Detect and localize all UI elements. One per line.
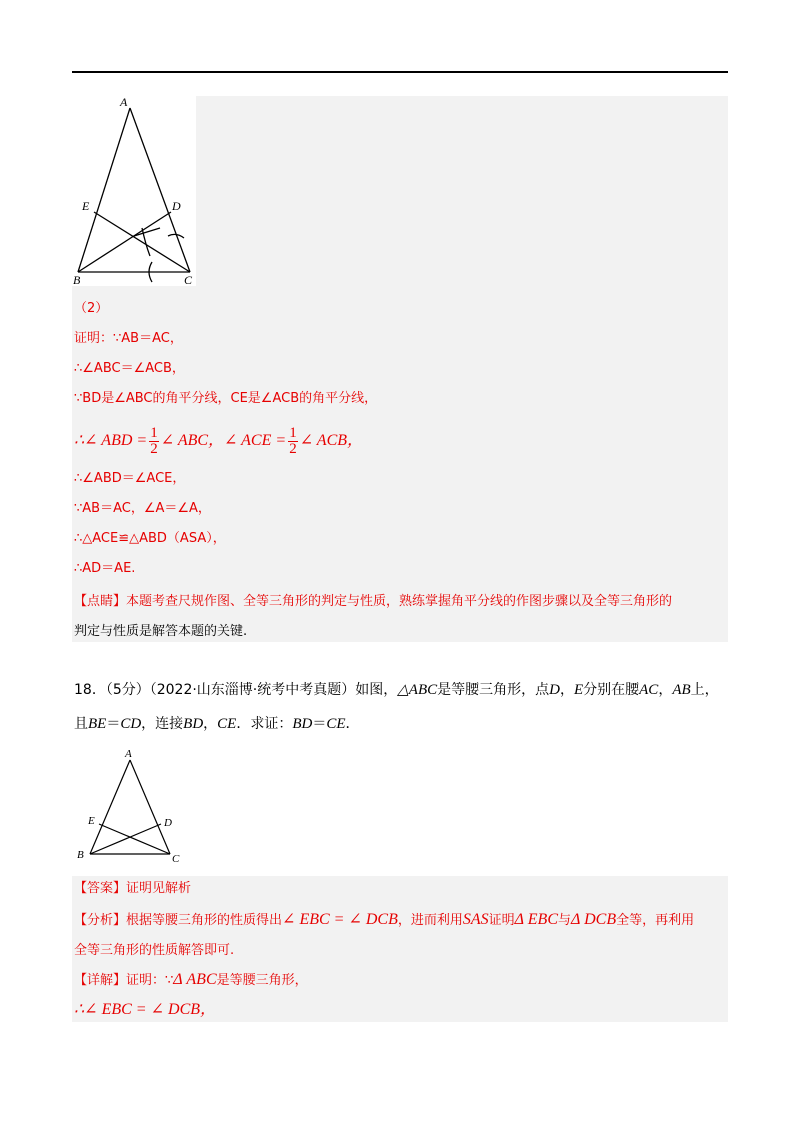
header-rule (72, 71, 728, 73)
analysis-tag: 【分析】 (74, 913, 127, 928)
detail-last-math: ∴∠ EBC = ∠ DCB， (74, 1001, 217, 1018)
q18-text-2c: ＝ (106, 716, 121, 732)
figure-2-label-b: B (77, 849, 84, 861)
figure-2-label-a: A (125, 748, 132, 760)
analysis-line-2: 全等三角形的性质解答即可. (74, 943, 235, 958)
q18-text-2m: ． (345, 716, 360, 732)
proof-line-5: ∴∠ABD＝∠ACE， (74, 471, 186, 486)
fraction-2-denominator: 2 (289, 441, 297, 457)
detail-line-1 (74, 970, 308, 991)
figure-2-label-e: E (88, 815, 95, 827)
answer-text: 证明见解析 (126, 881, 192, 896)
q18-cd: CD (120, 716, 142, 732)
analysis-text-c: 证明 (488, 913, 515, 928)
proof-line-2: ∴∠ABC＝∠ACB， (74, 361, 185, 376)
part-2-label: （2） (74, 301, 109, 316)
fraction-1-denominator: 2 (150, 441, 158, 457)
q18-side-ac: AC (639, 682, 659, 698)
question-18-line-1 (74, 680, 719, 700)
comment-tag: 【点睛】 (74, 594, 127, 609)
comment-text-1: 本题考查尺规作图、全等三角形的判定与性质，熟练掌握角平分线的作图步骤以及全等三角形的 (126, 594, 673, 609)
proof-line-1: 证明：∵AB＝AC， (74, 331, 183, 346)
figure-2-label-d: D (164, 817, 172, 829)
q18-text-1c: 是等腰三角形，点 (437, 682, 550, 698)
fraction-half-1 (149, 426, 159, 457)
proof-line-3: ∵BD是∠ABC的角平分线，CE是∠ACB的角平分线， (74, 391, 378, 406)
formula-suffix: ∠ ACB， (299, 432, 364, 449)
q18-point-e: E (573, 682, 584, 698)
q18-text-1e: ， (559, 682, 574, 698)
q18-text-1i: ， (658, 682, 673, 698)
formula-middle: ∠ ABC，∠ ACE = (160, 432, 287, 449)
q18-text-2k: ＝ (312, 716, 327, 732)
detail-math-1: Δ ABC (173, 971, 217, 988)
analysis-math-3: Δ EBC (514, 911, 558, 928)
q18-triangle-abc: △ABC (397, 682, 438, 698)
proof-line-6: ∵AB＝AC，∠A＝∠A， (74, 501, 211, 516)
q18-be: BE (88, 716, 107, 732)
q18-point-d: D (549, 682, 560, 698)
figure-1-label-e: E (82, 199, 90, 213)
q18-text-2g: ， (203, 716, 218, 732)
q18-ce-2: CE (326, 716, 346, 732)
q18-ce: CE (217, 716, 237, 732)
proof-line-7: ∴△ACE≌△ABD（ASA）， (74, 531, 226, 546)
figure-1-label-d: D (172, 199, 181, 213)
answer-tag: 【答案】 (74, 881, 127, 896)
figure-1-label-b: B (73, 273, 81, 286)
figure-1-label-c: C (184, 273, 193, 286)
comment-line-2: 判定与性质是解答本题的关键. (74, 624, 248, 639)
analysis-math-1: ∠ EBC = ∠ DCB (282, 911, 398, 928)
q18-bd: BD (183, 716, 204, 732)
analysis-text-b: ，进而利用 (397, 913, 463, 928)
detail-text-a: 证明：∵ (126, 973, 174, 988)
question-18-line-2 (74, 714, 360, 734)
q18-text-1g: 分别在腰 (583, 682, 640, 698)
comment-line-1 (74, 593, 672, 611)
q18-text-2a: 且 (74, 716, 88, 732)
proof-formula-line (74, 426, 363, 457)
fraction-1-numerator: 1 (150, 425, 158, 441)
analysis-text-e: 全等，再利用 (616, 913, 695, 928)
figure-1-background (72, 96, 196, 286)
analysis-math-4: Δ DCB (571, 911, 617, 928)
proof-line-8: ∴AD＝AE. (74, 561, 136, 576)
detail-line-2 (74, 1000, 216, 1021)
figure-2-triangle (74, 744, 194, 866)
formula-prefix: ∴∠ ABD = (74, 432, 148, 449)
q18-bd-2: BD (292, 716, 313, 732)
q18-text-1k: 上， (690, 682, 719, 698)
analysis-text-a: 根据等腰三角形的性质得出 (126, 913, 283, 928)
analysis-text-d: 与 (558, 913, 572, 928)
detail-tag: 【详解】 (74, 973, 127, 988)
figure-2-label-c: C (172, 853, 180, 865)
detail-text-b: 是等腰三角形， (216, 973, 308, 988)
q18-side-ab: AB (672, 682, 691, 698)
figure-1-label-a: A (120, 96, 128, 109)
figure-1-triangle (72, 96, 196, 286)
q18-text-2i: ．求证： (236, 716, 293, 732)
fraction-2-numerator: 1 (289, 425, 297, 441)
q18-text-1a: 18．（5分）（2022·山东淄博·统考中考真题）如图， (74, 682, 398, 698)
answer-line (74, 880, 191, 898)
analysis-line-1 (74, 910, 694, 931)
analysis-math-2: SAS (462, 911, 489, 928)
fraction-half-2 (288, 426, 298, 457)
q18-text-2e: ，连接 (141, 716, 184, 732)
